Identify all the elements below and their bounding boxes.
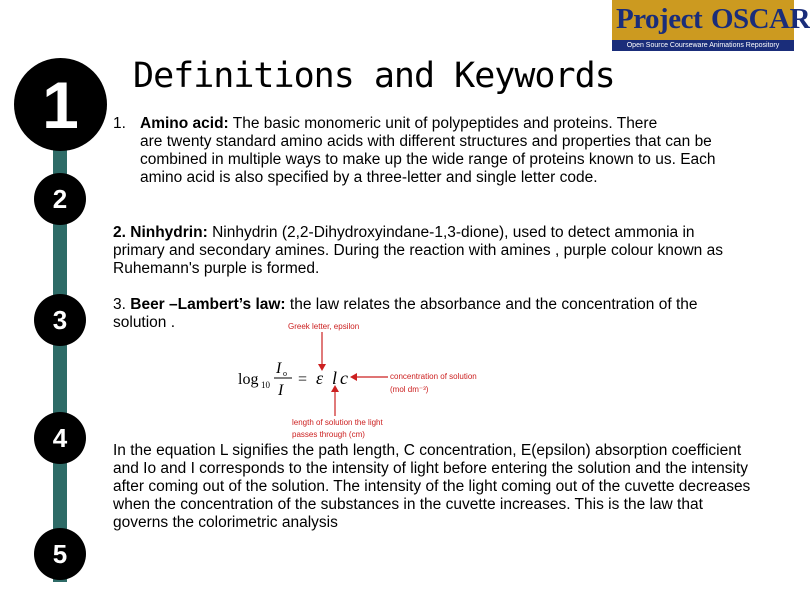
definition-amino-acid (113, 115, 753, 187)
beer-lambert-equation-figure (236, 318, 486, 444)
intensity-incident-sub: o (283, 369, 287, 378)
epsilon-symbol: ε (316, 368, 324, 388)
term-ninhydrin: Ninhydrin: (130, 224, 208, 241)
step-2-button[interactable]: 2 (34, 173, 86, 225)
intensity-incident: I (276, 360, 282, 377)
definition-ninhydrin (113, 224, 743, 278)
concentration-symbol: c (340, 368, 348, 388)
project-oscar-logo (612, 0, 810, 51)
definition-text-rest: are twenty standard amino acids with different structures and properties that can be combined in multiple ways to make up the wide range of proteins known to us. Each amino acid is also specified by a three-letter and single letter code. (140, 133, 716, 186)
step-3-button[interactable]: 3 (34, 294, 86, 346)
concentration-arrowhead (350, 373, 357, 381)
path-length-symbol: l (332, 368, 338, 388)
definition-line (113, 115, 753, 133)
intensity-transmitted: I (278, 382, 284, 399)
step-1-button[interactable]: 1 (14, 58, 107, 151)
label-concentration: concentration of solution (390, 372, 477, 381)
item-number: 3. (113, 296, 126, 313)
slide-title: Definitions and Keywords (133, 56, 615, 96)
label-concentration-units: (mol dm⁻³) (390, 385, 429, 394)
logo-tagline: Open Source Courseware Animations Repository (612, 40, 794, 51)
definition-text: Ninhydrin (2,2-Dihydroxyindane-1,3-dione), used to detect ammonia in primary and secondary amines. During the reaction with amines , purple colour known as Ruhemann's purple is formed. (113, 224, 723, 277)
equation-explanation: In the equation L signifies the path length, C concentration, E(epsilon) absorption coefficient and Io and I corresponds to the intensity of light before entering the solution and the intensity after coming out of the solution. The intensity of the light coming out of the cuvette decreases when the concentration of the substances in the cuvette increases. This is the law that governs the colorimetric analysis (113, 442, 751, 531)
log-base: 10 (261, 380, 270, 390)
step-4-button[interactable]: 4 (34, 412, 86, 464)
label-path-length-units: passes through (cm) (292, 430, 365, 439)
label-epsilon: Greek letter, epsilon (288, 322, 360, 331)
definition-text-first-line: The basic monomeric unit of polypeptides and proteins. There (232, 115, 658, 132)
log-text: log (238, 371, 259, 388)
logo-banner (612, 0, 810, 40)
logo-word-project: Project (616, 3, 703, 35)
item-number: 1. (113, 115, 126, 132)
term-beer-lambert: Beer –Lambert’s law: (130, 296, 286, 313)
label-path-length: length of solution the light (292, 418, 383, 427)
logo-word-oscar: OSCAR (711, 3, 810, 35)
item-number: 2. (113, 224, 126, 241)
term-amino-acid: Amino acid: (140, 115, 229, 132)
step-5-button[interactable]: 5 (34, 528, 86, 580)
definition-text: the law relates the absorbance and the concentration of the solution . (113, 296, 698, 331)
equals-sign: = (298, 371, 308, 388)
